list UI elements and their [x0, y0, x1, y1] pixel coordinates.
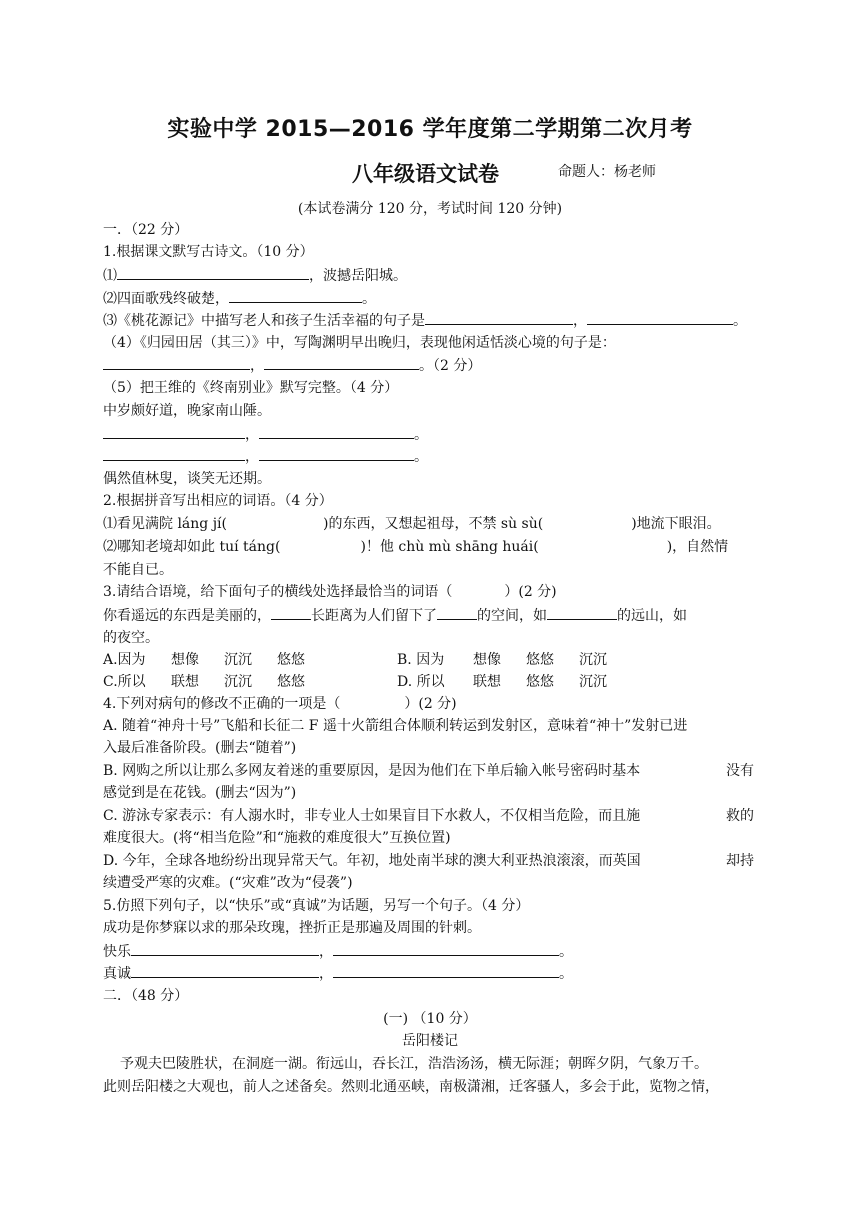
- option-c-word: 联想: [171, 674, 199, 690]
- q4-stem-text: 4.下列对病句的修改不正确的一项是（: [103, 696, 341, 712]
- option-d-word: 沉沉: [579, 674, 607, 690]
- q5-sincere-row: [103, 963, 573, 984]
- essay-title: 岳阳楼记: [402, 1033, 458, 1049]
- exam-subtitle: 八年级语文试卷: [352, 162, 499, 186]
- answer-blank[interactable]: [259, 424, 414, 439]
- essay-paragraph-line-1: 予观夫巴陵胜状，在洞庭一湖。衔远山，吞长江，浩浩汤汤，横无际涯；朝晖夕阴，气象万千。: [120, 1056, 708, 1072]
- period-text: 。: [559, 966, 573, 982]
- q2-line-2-a: ⑵哪知老境却如此 tuí táng(: [103, 539, 281, 555]
- q2-line-1-b: )的东西，又想起祖母，不禁 sù sù(: [322, 516, 544, 532]
- q1-item-5-last: 偶然值林叟，谈笑无还期。: [103, 471, 271, 487]
- q1-item-2: [103, 288, 376, 309]
- q4-option-b-line-1: B. 网购之所以让那么多网友着迷的重要原因，是因为他们在下单后输入帐号密码时基本: [103, 763, 641, 779]
- q5-stem: 5.仿照下列句子，以“快乐”或“真诚”为话题，另写一个句子。（4 分）: [103, 898, 530, 914]
- q1-item-4-answer: [103, 355, 481, 376]
- q1-item-4-mid: ，: [250, 358, 264, 374]
- option-d-word: 联想: [473, 674, 501, 690]
- option-b-word: 想像: [473, 652, 501, 668]
- q2-line-1-a: ⑴看见满院 láng jí(: [103, 516, 227, 532]
- answer-blank[interactable]: [117, 265, 309, 280]
- answer-blank[interactable]: [131, 963, 319, 978]
- q4-stem: [103, 694, 457, 714]
- option-d-label[interactable]: D. 所以: [397, 674, 445, 690]
- q1-item-2-end: 。: [362, 291, 376, 307]
- answer-blank[interactable]: [437, 605, 477, 620]
- exam-title: 实验中学 2015—2016 学年度第二学期第二次月考: [167, 117, 693, 142]
- q4-option-c-line-1: C. 游泳专家表示：有人溺水时，非专业人士如果盲目下水救人，不仅相当危险，而且施: [103, 808, 641, 824]
- q4-option-a-line-1: A. 随着“神舟十号”飞船和长征二 F 遥十火箭组合体顺利转运到发射区，意味着“神十”发射已进: [103, 718, 688, 734]
- q5-sincere-label: 真诚: [103, 966, 131, 982]
- q4-option-b-line-2: 感觉到是在花钱。(删去“因为”): [103, 785, 297, 801]
- q4-option-d-line-1: D. 今年，全球各地纷纷出现异常天气。年初，地处南半球的澳大利亚热浪滚滚，而英国: [103, 853, 641, 869]
- q2-line-1: [103, 514, 721, 534]
- answer-blank[interactable]: [271, 605, 311, 620]
- q5-happy-label: 快乐: [103, 944, 131, 960]
- q4-option-b-line-1-right: 没有: [726, 763, 754, 779]
- q1-item-4: （4）《归园田居（其三）》中，写陶渊明早出晚归，表现他闲适恬淡心境的句子是：: [103, 335, 616, 351]
- exam-note: (本试卷满分 120 分，考试时间 120 分钟): [297, 201, 563, 217]
- answer-blank[interactable]: [264, 355, 419, 370]
- option-c-word: 沉沉: [224, 674, 252, 690]
- answer-blank[interactable]: [587, 310, 733, 325]
- essay-paragraph-line-2: 此则岳阳楼之大观也，前人之述备矣。然则北通巫峡，南极潇湘，迁客骚人，多会于此，览物之情，: [103, 1079, 719, 1095]
- answer-blank[interactable]: [547, 605, 617, 620]
- q3-stem-text: 3.请结合语境，给下面句子的横线处选择最恰当的词语（: [103, 584, 453, 600]
- q3-sentence: [103, 605, 687, 626]
- q3-stem-end: ）(2 分): [504, 584, 557, 600]
- comma-text: ，: [245, 449, 259, 465]
- q1-item-1-num: ⑴: [103, 268, 117, 284]
- q1-item-3: [103, 310, 747, 331]
- comma-text: ，: [245, 427, 259, 443]
- option-a-word: 沉沉: [224, 652, 252, 668]
- answer-blank[interactable]: [103, 355, 250, 370]
- answer-blank[interactable]: [103, 424, 245, 439]
- q1-item-3-end: 。: [733, 313, 747, 329]
- q2-line-3: 不能自已。: [103, 562, 173, 578]
- option-a-word: 悠悠: [277, 652, 305, 668]
- answer-blank[interactable]: [131, 941, 319, 956]
- q5-happy-row: [103, 941, 573, 962]
- q3-s4: 的远山，如: [617, 608, 687, 624]
- q4-option-d-line-1-right: 却持: [726, 853, 754, 869]
- q3-s2: 长距离为人们留下了: [311, 608, 437, 624]
- q1-item-5: （5）把王维的《终南别业》默写完整。（4 分）: [103, 380, 399, 396]
- option-a-word: 想像: [171, 652, 199, 668]
- q1-stem: 1.根据课文默写古诗文。（10 分）: [103, 244, 314, 260]
- option-c-label[interactable]: C.所以: [103, 674, 146, 690]
- answer-blank[interactable]: [259, 446, 414, 461]
- q1-item-1: [103, 265, 407, 286]
- q3-s3: 的空间，如: [477, 608, 547, 624]
- q1-item-1-tail: ，波撼岳阳城。: [309, 268, 407, 284]
- period-text: 。: [414, 449, 428, 465]
- option-c-word: 悠悠: [277, 674, 305, 690]
- q5-example: 成功是你梦寐以求的那朵玫瑰，挫折正是那遍及周围的针刺。: [103, 920, 481, 936]
- q1-item-2-text: ⑵四面歌残终破楚，: [103, 291, 229, 307]
- q1-item-4-end: 。（2 分）: [419, 358, 482, 374]
- q4-option-d-line-2: 续遭受严寒的灾难。(“灾难”改为“侵袭”): [103, 875, 353, 891]
- q3-sentence-end: 的夜空。: [103, 630, 159, 646]
- option-d-word: 悠悠: [526, 674, 554, 690]
- q2-line-2-c: )，自然情: [666, 539, 729, 555]
- option-b-label[interactable]: B. 因为: [397, 652, 445, 668]
- comma-text: ，: [319, 966, 333, 982]
- q4-option-c-line-1-right: 救的: [726, 808, 754, 824]
- answer-blank[interactable]: [103, 446, 245, 461]
- answer-blank[interactable]: [333, 963, 559, 978]
- q2-line-2-b: )！他 chù mù shāng huái(: [360, 539, 539, 555]
- exam-author: 命题人：杨老师: [558, 164, 656, 180]
- q1-item-5-blank-row-1: [103, 424, 428, 445]
- q1-item-5-line1: 中岁颇好道，晚家南山陲。: [103, 403, 271, 419]
- option-b-word: 沉沉: [579, 652, 607, 668]
- q2-line-1-c: )地流下眼泪。: [631, 516, 721, 532]
- answer-blank[interactable]: [425, 310, 573, 325]
- q2-line-2: [103, 537, 728, 557]
- q1-item-3-mid: ，: [573, 313, 587, 329]
- q2-stem: 2.根据拼音写出相应的词语。（4 分）: [103, 493, 333, 509]
- section-1-heading: 一．（22 分）: [103, 222, 189, 238]
- answer-blank[interactable]: [333, 941, 559, 956]
- answer-blank[interactable]: [229, 288, 362, 303]
- q4-stem-end: ）(2 分): [404, 696, 457, 712]
- q4-option-a-line-2: 入最后准备阶段。(删去“随着”): [103, 740, 297, 756]
- comma-text: ，: [319, 944, 333, 960]
- section-2-heading: 二．（48 分）: [103, 988, 189, 1004]
- section-2-part: (一) （10 分）: [383, 1011, 477, 1027]
- q1-item-5-blank-row-2: [103, 446, 428, 467]
- q3-s1: 你看遥远的东西是美丽的，: [103, 608, 271, 624]
- period-text: 。: [414, 427, 428, 443]
- q4-option-c-line-2: 难度很大。(将“相当危险”和“施救的难度很大”互换位置): [103, 830, 451, 846]
- period-text: 。: [559, 944, 573, 960]
- option-b-word: 悠悠: [526, 652, 554, 668]
- q3-stem: [103, 582, 557, 602]
- option-a-label[interactable]: A.因为: [103, 652, 146, 668]
- q1-item-3-text: ⑶《桃花源记》中描写老人和孩子生活幸福的句子是: [103, 313, 425, 329]
